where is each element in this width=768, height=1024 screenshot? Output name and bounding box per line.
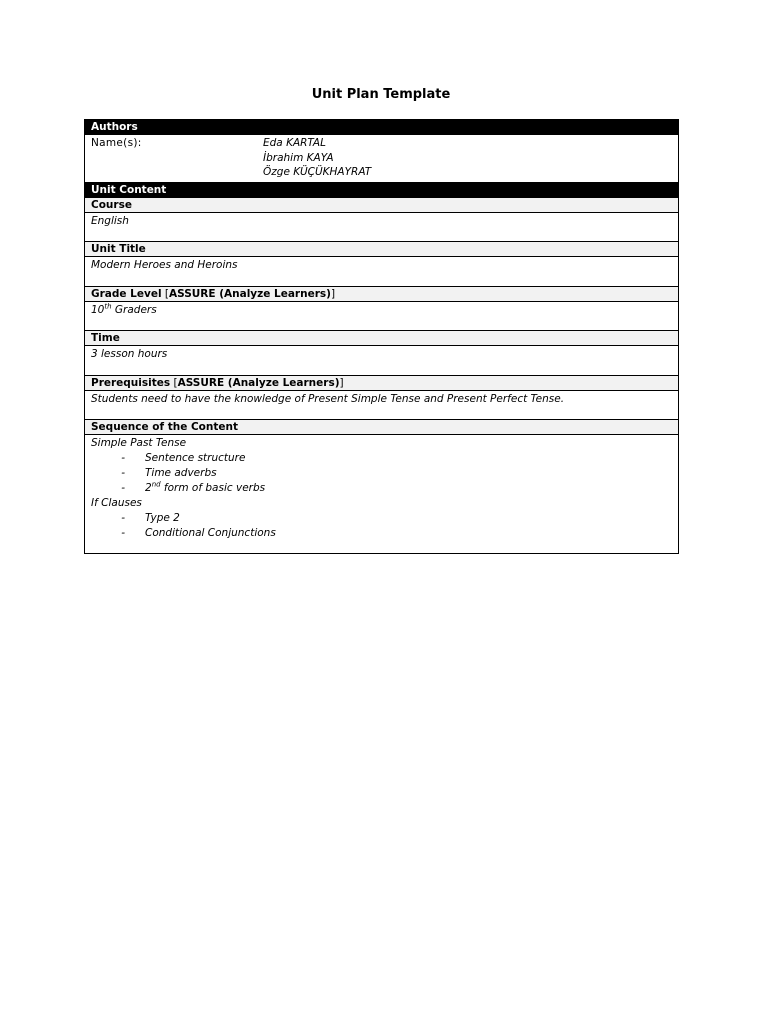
ordinal-number: 2	[145, 481, 152, 494]
unit-title-label: Unit Title	[85, 242, 678, 257]
authors-header: Authors	[85, 120, 678, 135]
list-item	[91, 451, 678, 466]
prerequisites-label	[85, 376, 678, 391]
unit-content-header: Unit Content	[85, 183, 678, 198]
list-item-text: Time adverbs	[145, 466, 217, 479]
list-item	[91, 526, 678, 541]
time-value: 3 lesson hours	[85, 346, 678, 376]
prerequisites-label-main: Prerequisites	[91, 376, 171, 389]
grade-level-value	[85, 302, 678, 331]
grade-level-bracket-close: ]	[330, 287, 336, 300]
author-name: Eda KARTAL	[263, 137, 326, 149]
grade-number: 10	[91, 303, 105, 316]
list-dash: -	[121, 451, 125, 464]
course-value: English	[85, 213, 678, 242]
grade-level-assure: ASSURE (Analyze Learners)	[169, 287, 331, 300]
list-item-text: Type 2	[145, 511, 180, 524]
grade-rest: Graders	[111, 303, 157, 316]
prerequisites-bracket-open: [	[170, 376, 178, 389]
grade-level-label	[85, 287, 678, 302]
grade-suffix: th	[104, 302, 112, 310]
sequence-topic: Simple Past Tense	[91, 436, 187, 449]
unit-plan-table	[84, 119, 679, 554]
page-title: Unit Plan Template	[311, 87, 451, 102]
sequence-label: Sequence of the Content	[85, 420, 678, 435]
list-item-text: Conditional Conjunctions	[145, 526, 276, 539]
prerequisites-bracket-close: ]	[339, 376, 344, 389]
list-dash: -	[121, 466, 125, 479]
prerequisites-assure: ASSURE (Analyze Learners)	[177, 376, 340, 389]
author-name: Özge KÜÇÜKHAYRAT	[263, 166, 372, 178]
author-names	[263, 136, 371, 180]
authors-row	[85, 135, 678, 183]
list-dash: -	[121, 511, 125, 524]
prerequisites-value: Students need to have the knowledge of Present Simple Tense and Present Perfect Tense.	[85, 391, 678, 420]
grade-level-label-main: Grade Level	[91, 287, 162, 300]
list-item	[91, 511, 678, 526]
names-label: Name(s):	[91, 137, 142, 149]
list-item-text: Sentence structure	[145, 451, 246, 464]
ordinal-rest: form of basic verbs	[160, 481, 266, 494]
unit-title-value: Modern Heroes and Heroins	[85, 257, 678, 287]
time-label: Time	[85, 331, 678, 346]
list-dash: -	[121, 481, 125, 494]
author-name: İbrahim KAYA	[263, 151, 334, 164]
list-item-text	[145, 481, 265, 496]
sequence-topic: If Clauses	[91, 496, 142, 509]
course-label: Course	[85, 198, 678, 213]
list-item	[91, 466, 678, 481]
list-dash: -	[121, 526, 125, 539]
list-item	[91, 481, 678, 496]
ordinal-suffix: nd	[151, 480, 161, 488]
grade-level-bracket-open: [	[161, 287, 169, 300]
sequence-content	[85, 435, 678, 553]
